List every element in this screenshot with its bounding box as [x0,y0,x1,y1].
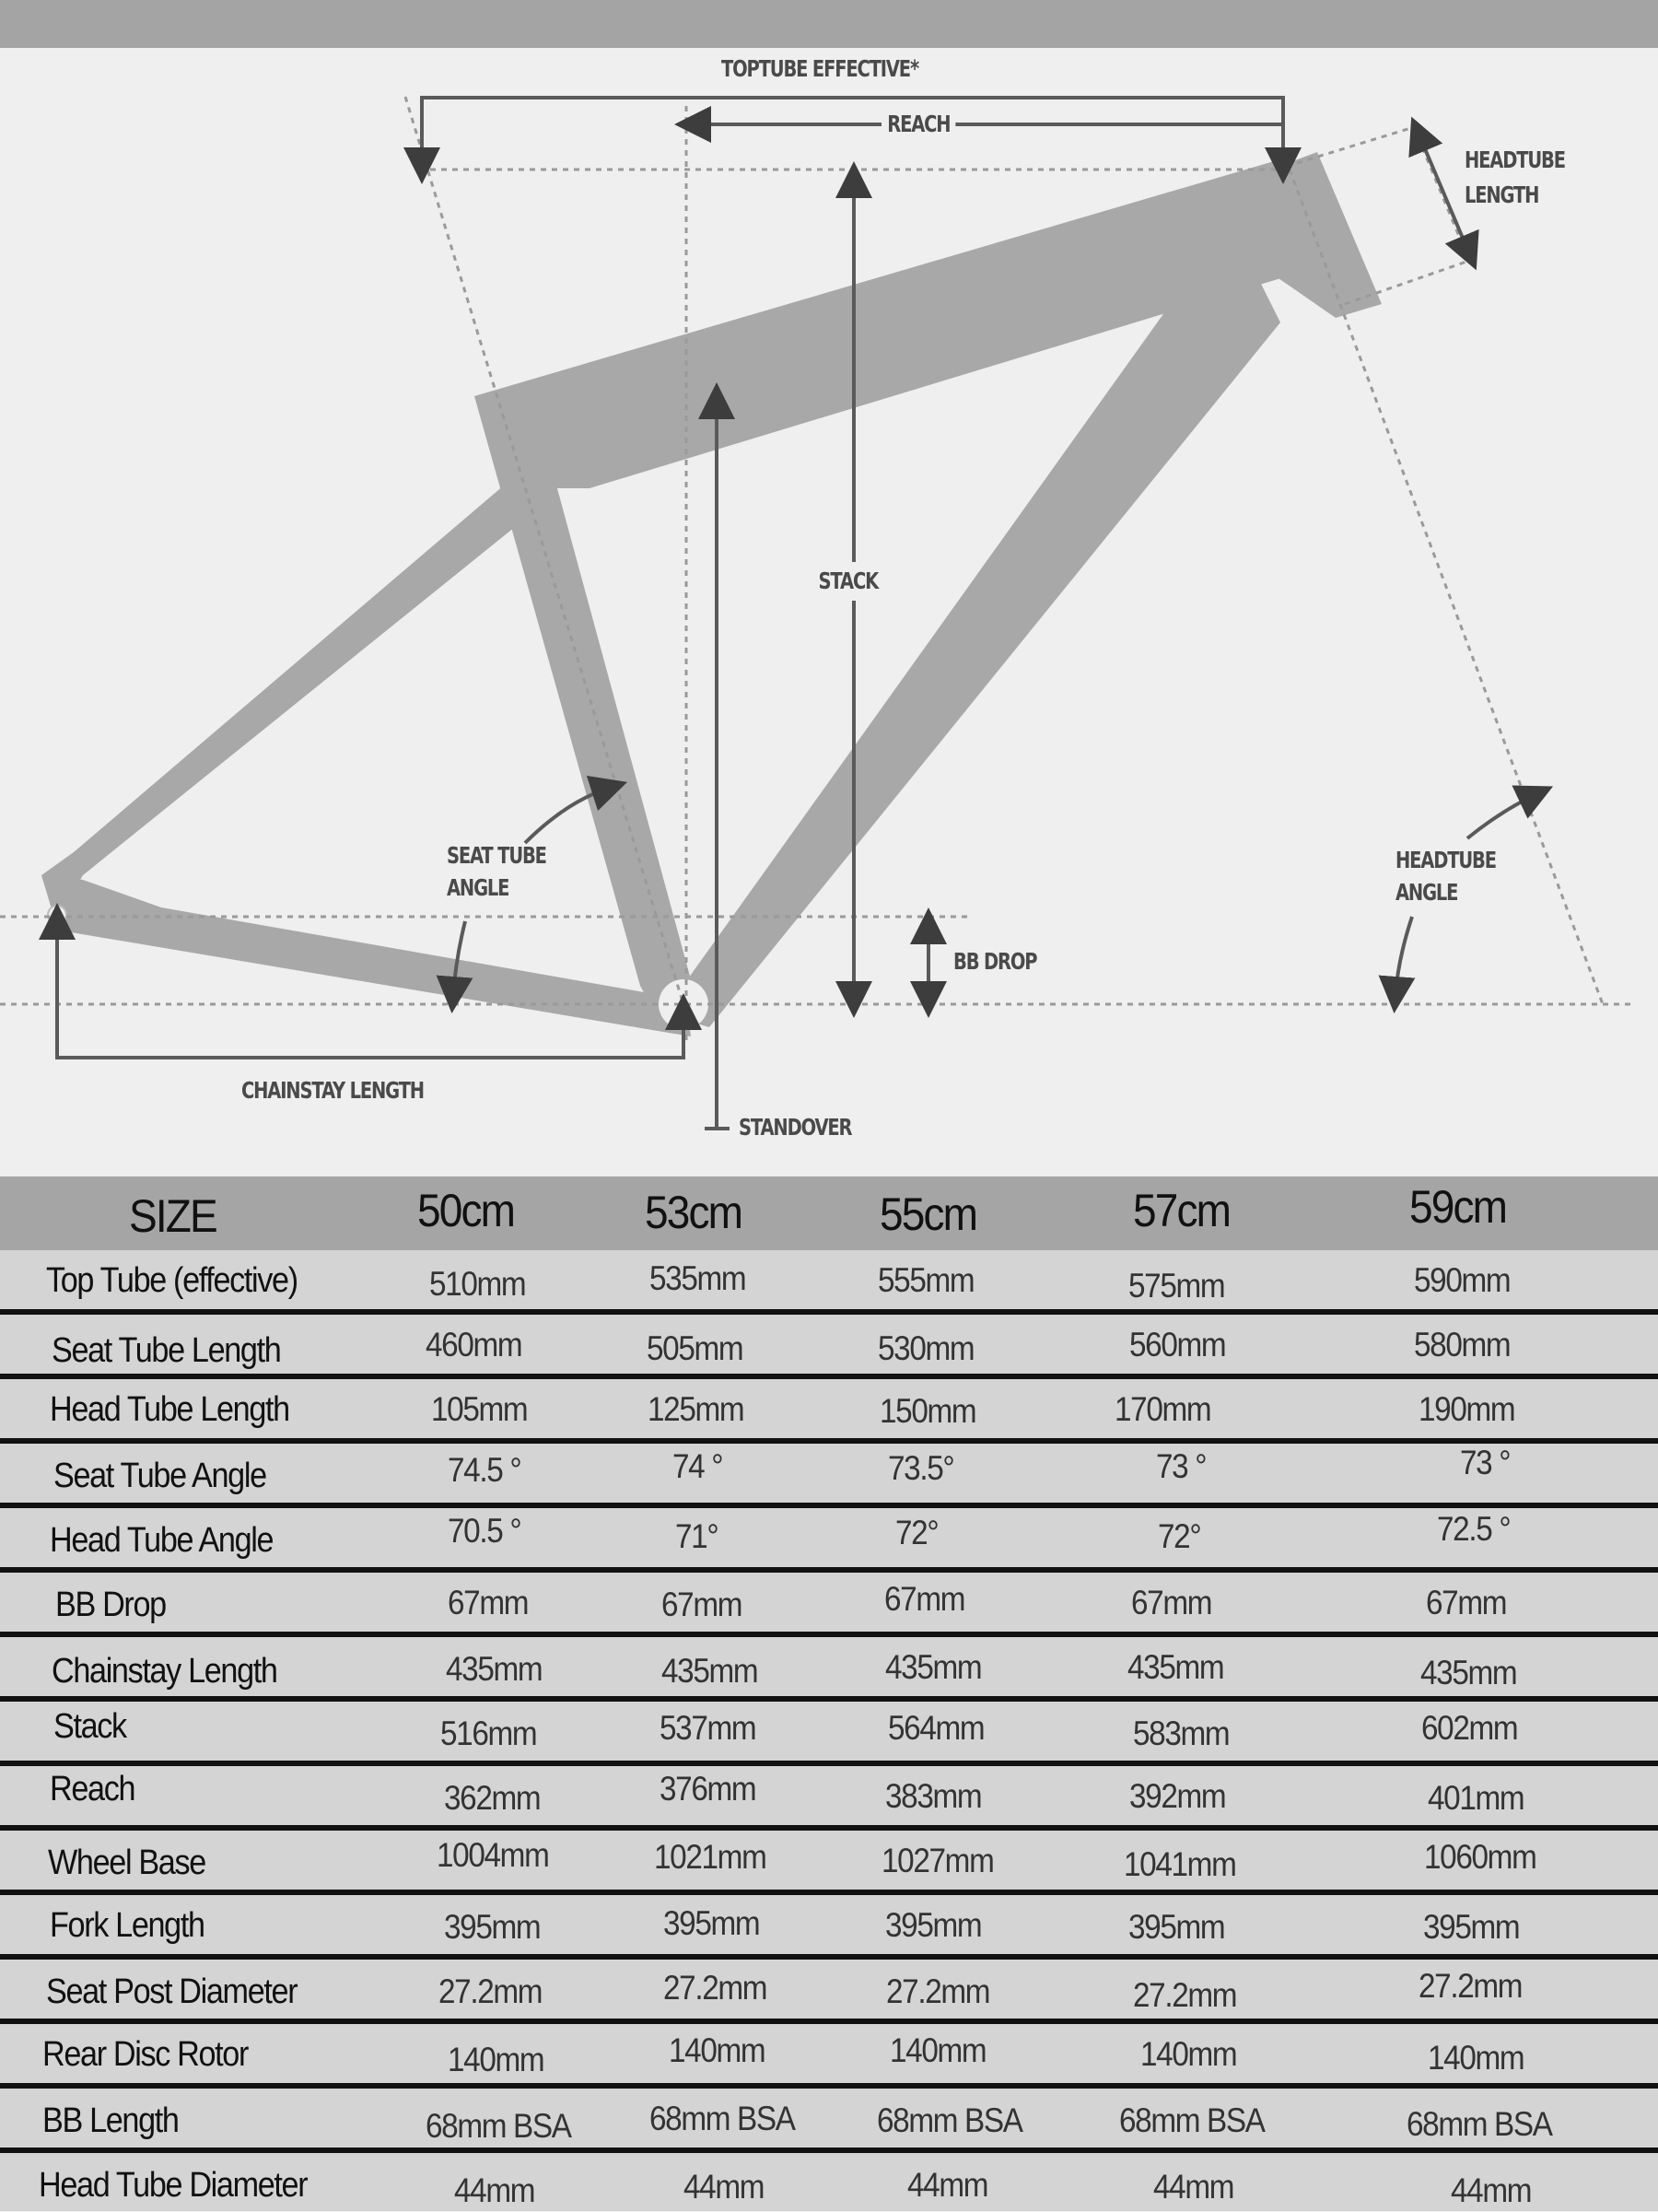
row-value: 1060mm [1424,1838,1536,1876]
row-label: Stack [53,1707,126,1746]
row-value: 140mm [1428,2039,1524,2077]
header-size-50: 50cm [417,1185,515,1236]
row-value: 140mm [669,2031,765,2069]
row-value: 435mm [446,1650,543,1688]
header-size-55: 55cm [880,1188,977,1240]
row-value: 68mm BSA [1119,2101,1265,2139]
row-value: 68mm BSA [1407,2105,1552,2143]
row-value: 67mm [1426,1584,1507,1621]
row-value: 140mm [1140,2035,1237,2073]
row-label: Seat Post Diameter [46,1972,298,2011]
row-value: 67mm [884,1580,965,1618]
row-value: 73.5° [888,1449,954,1487]
row-label: BB Drop [55,1586,166,1624]
row-value: 1021mm [654,1838,766,1876]
row-value: 395mm [444,1908,541,1946]
row-value: 602mm [1421,1709,1518,1747]
row-label: Head Tube Diameter [39,2166,308,2205]
row-value: 140mm [890,2031,987,2069]
table-row [0,1250,1658,1315]
row-value: 401mm [1428,1779,1524,1817]
row-value: 537mm [660,1709,756,1747]
label-headtube-angle-line2: ANGLE [1395,879,1458,906]
row-label: Chainstay Length [52,1652,277,1691]
label-bb-drop: BB DROP [953,948,1037,975]
row-value: 71° [675,1517,718,1555]
row-label: Reach [50,1770,135,1808]
bike-frame-drawing [0,48,1658,1176]
row-value: 150mm [880,1392,976,1430]
row-value: 73 ° [1460,1444,1511,1481]
row-value: 67mm [448,1584,529,1621]
row-value: 27.2mm [438,1972,543,2010]
row-label: Head Tube Length [50,1390,289,1429]
row-value: 72.5 ° [1437,1510,1511,1548]
row-label: Head Tube Angle [50,1521,274,1560]
row-value: 44mm [1153,2168,1234,2206]
row-value: 72° [895,1514,939,1551]
row-label: Fork Length [50,1906,204,1945]
row-value: 376mm [660,1770,756,1808]
row-value: 190mm [1419,1390,1515,1428]
row-value: 68mm BSA [877,2101,1022,2139]
row-value: 435mm [885,1648,982,1686]
label-seat-tube-angle-line1: SEAT TUBE [447,842,546,869]
row-value: 44mm [1451,2171,1532,2209]
row-value: 383mm [885,1777,982,1815]
row-value: 170mm [1115,1390,1211,1428]
row-value: 27.2mm [663,1969,767,2007]
table-row [0,1702,1658,1766]
row-label: Top Tube (effective) [46,1261,298,1300]
label-standover: STANDOVER [739,1114,852,1141]
row-value: 27.2mm [1419,1967,1523,2005]
reference-lines [0,97,1630,1041]
row-label: BB Length [42,2101,179,2140]
row-value: 72° [1158,1517,1201,1555]
row-value: 1004mm [437,1836,549,1874]
row-value: 575mm [1128,1267,1225,1305]
row-value: 44mm [907,2166,988,2204]
row-value: 555mm [878,1261,975,1299]
label-reach: REACH [882,109,956,140]
label-toptube-effective: TOPTUBE EFFECTIVE* [721,55,918,82]
row-value: 510mm [429,1265,526,1303]
header-size-59: 59cm [1409,1181,1507,1233]
row-value: 67mm [1131,1584,1212,1621]
row-value: 44mm [683,2168,765,2206]
table-header [0,1176,1658,1250]
row-label: Seat Tube Length [52,1331,281,1370]
row-value: 395mm [1128,1908,1225,1946]
table-row [0,1444,1658,1508]
row-value: 395mm [663,1904,760,1942]
row-value: 535mm [649,1259,746,1297]
row-value: 505mm [647,1329,743,1367]
row-value: 1027mm [882,1842,994,1879]
row-value: 68mm BSA [426,2107,571,2145]
table-row [0,1766,1658,1831]
row-value: 125mm [648,1390,744,1428]
table-row [0,1831,1658,1895]
row-value: 583mm [1133,1715,1230,1752]
row-value: 435mm [1127,1648,1224,1686]
table-row [0,2024,1658,2089]
row-value: 392mm [1129,1777,1226,1815]
row-value: 44mm [454,2171,535,2209]
row-value: 435mm [661,1652,758,1690]
row-value: 70.5 ° [448,1512,521,1550]
table-row [0,1637,1658,1702]
row-value: 590mm [1414,1261,1511,1299]
row-value: 435mm [1420,1654,1517,1691]
row-value: 560mm [1129,1326,1226,1363]
row-value: 73 ° [1156,1447,1207,1485]
row-value: 27.2mm [886,1972,990,2010]
row-value: 74.5 ° [448,1451,521,1489]
table-row [0,2089,1658,2153]
row-label: Seat Tube Angle [53,1457,266,1495]
row-value: 395mm [1423,1908,1520,1946]
frame-shape [41,152,1382,1036]
table-row [0,1960,1658,2024]
row-value: 68mm BSA [649,2100,795,2137]
row-value: 67mm [661,1586,742,1623]
table-row [0,1315,1658,1379]
row-value: 580mm [1414,1326,1511,1363]
row-label: Wheel Base [48,1843,205,1882]
row-value: 27.2mm [1133,1976,1237,2014]
row-value: 395mm [885,1906,982,1944]
header-size-53: 53cm [645,1187,742,1238]
table-row [0,2153,1658,2212]
table-row [0,1573,1658,1637]
table-row [0,1508,1658,1573]
label-headtube-length-line2: LENGTH [1465,181,1539,208]
label-chainstay-length: CHAINSTAY LENGTH [241,1077,424,1104]
row-value: 362mm [444,1779,541,1817]
label-headtube-angle-line1: HEADTUBE [1395,847,1496,873]
row-value: 105mm [431,1390,528,1428]
label-headtube-length-line1: HEADTUBE [1465,146,1565,173]
label-stack: STACK [817,562,880,601]
row-value: 74 ° [672,1447,723,1485]
header-size-57: 57cm [1133,1185,1231,1236]
frame-geometry-diagram [0,48,1658,1176]
table-row [0,1379,1658,1444]
row-value: 1041mm [1124,1845,1236,1883]
row-value: 530mm [878,1329,975,1367]
header-size-label: SIZE [129,1190,216,1242]
top-bar [0,0,1658,48]
row-value: 140mm [448,2041,544,2078]
label-seat-tube-angle-line2: ANGLE [447,874,509,901]
geometry-table [0,1176,1658,2211]
row-value: 516mm [440,1715,537,1752]
table-row [0,1895,1658,1960]
row-value: 564mm [888,1709,985,1747]
row-label: Rear Disc Rotor [42,2035,249,2074]
row-value: 460mm [426,1326,522,1363]
